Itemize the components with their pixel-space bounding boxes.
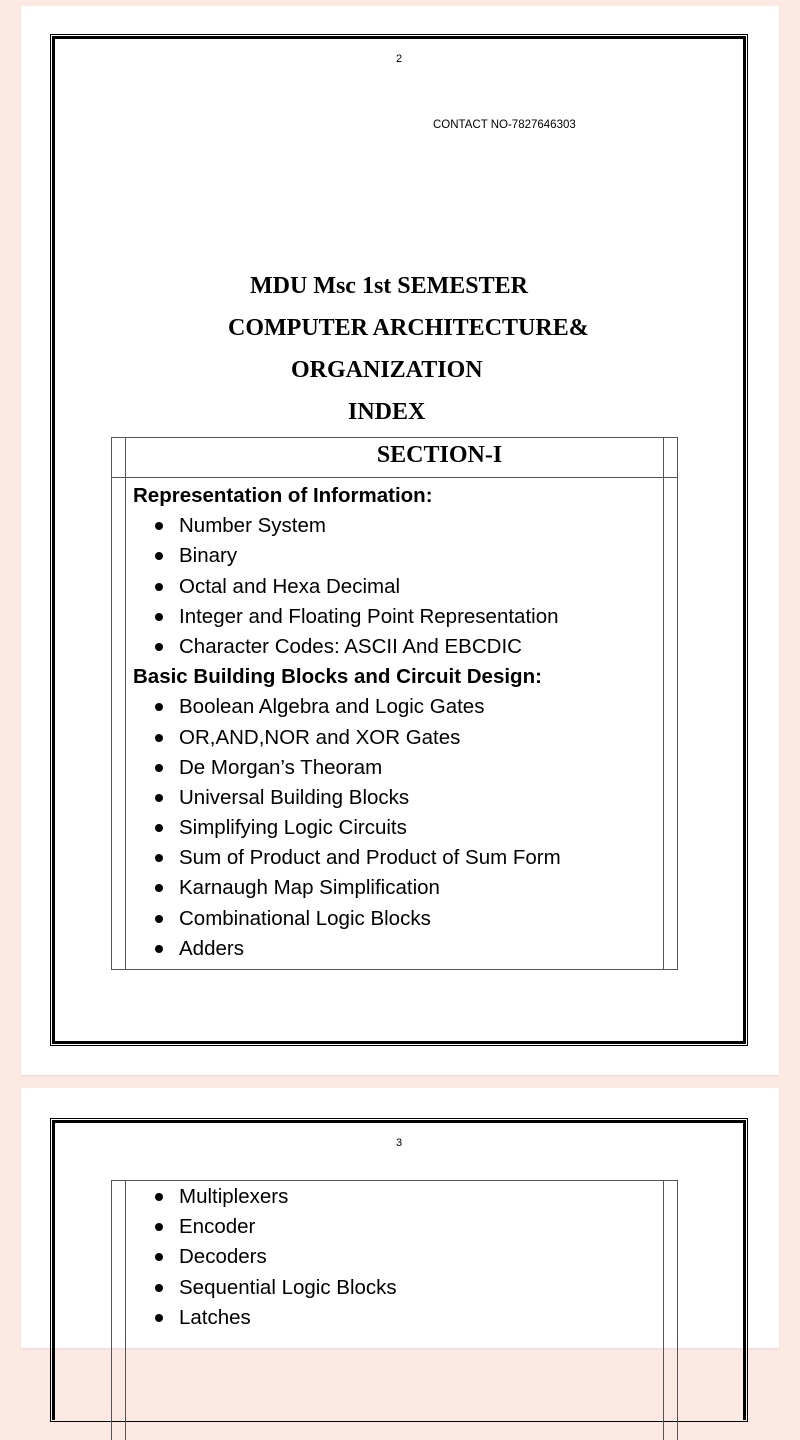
list-item-label: Latches [179,1305,251,1329]
list-item-label: Multiplexers [179,1185,289,1208]
table-left-rule [125,1181,126,1440]
list-item [133,1303,663,1333]
page-number: 2 [395,53,403,65]
bullet-icon [155,734,163,742]
index-table [111,437,678,970]
bullet-icon [155,1314,163,1322]
topic-list [133,511,663,662]
list-item [133,753,663,783]
topic-list [133,1182,663,1333]
table-left-rule [125,438,126,969]
list-item-label: Octal and Hexa Decimal [179,574,401,598]
list-item-label: Combinational Logic Blocks [179,906,431,930]
list-item-label: Encoder [179,1215,256,1239]
list-item [133,843,663,873]
document-page-2 [21,6,779,1075]
section-title: SECTION-I [112,438,677,478]
bullet-icon [155,552,163,560]
list-item-label: Number System [179,514,326,538]
document-page-3 [21,1088,779,1348]
list-item [133,1273,663,1303]
list-item [133,1242,663,1272]
category-heading: Basic Building Blocks and Circuit Design: [133,665,542,689]
bullet-icon [155,945,163,953]
list-item [133,692,663,722]
list-item [133,904,663,934]
bullet-icon [155,643,163,651]
bullet-icon [155,764,163,772]
table-right-rule [663,438,664,969]
page-border [52,36,746,1044]
index-content [133,481,663,964]
bullet-icon [155,522,163,530]
list-item-label: Simplifying Logic Circuits [179,816,407,840]
page-border [52,1120,746,1420]
bullet-icon [155,1253,163,1261]
list-item [133,813,663,843]
list-item [133,723,663,753]
list-item-label: Boolean Algebra and Logic Gates [179,695,485,719]
page-number: 3 [395,1137,403,1149]
list-item-label: Sum of Product and Product of Sum Form [179,846,561,870]
list-item-label: De Morgan’s Theoram [179,755,383,779]
bullet-icon [155,613,163,621]
index-heading: INDEX [348,399,426,425]
list-item [133,541,663,571]
list-item [133,511,663,541]
bullet-icon [155,854,163,862]
bullet-icon [155,1193,163,1201]
list-item-label: Integer and Floating Point Representation [179,604,559,628]
list-item-label: Character Codes: ASCII And EBCDIC [179,634,522,658]
bullet-icon [155,1223,163,1231]
index-content [133,1182,663,1333]
title-line-2: COMPUTER ARCHITECTURE& [228,315,589,341]
list-item [133,873,663,903]
bullet-icon [155,1284,163,1292]
list-item-label: Binary [179,544,238,568]
list-item-label: Universal Building Blocks [179,785,410,809]
table-right-rule [663,1181,664,1440]
list-item-label: Decoders [179,1245,267,1269]
bullet-icon [155,884,163,892]
category-heading: Representation of Information: [133,484,433,507]
list-item-label: OR,AND,NOR and XOR Gates [179,725,461,749]
bullet-icon [155,915,163,923]
contact-number: CONTACT NO-7827646303 [433,119,576,131]
list-item [133,602,663,632]
topic-list [133,692,663,964]
list-item [133,934,663,964]
bullet-icon [155,583,163,591]
title-line-1: MDU Msc 1st SEMESTER [250,273,529,299]
list-item [133,783,663,813]
list-item [133,632,663,662]
bullet-icon [155,703,163,711]
title-line-3: ORGANIZATION [291,357,483,383]
list-item-label: Adders [179,936,244,960]
list-item-label: Sequential Logic Blocks [179,1275,397,1299]
bullet-icon [155,824,163,832]
list-item [133,572,663,602]
list-item [133,1182,663,1212]
list-item [133,1212,663,1242]
list-item-label: Karnaugh Map Simplification [179,876,440,900]
bullet-icon [155,794,163,802]
index-table-continued [111,1180,678,1440]
